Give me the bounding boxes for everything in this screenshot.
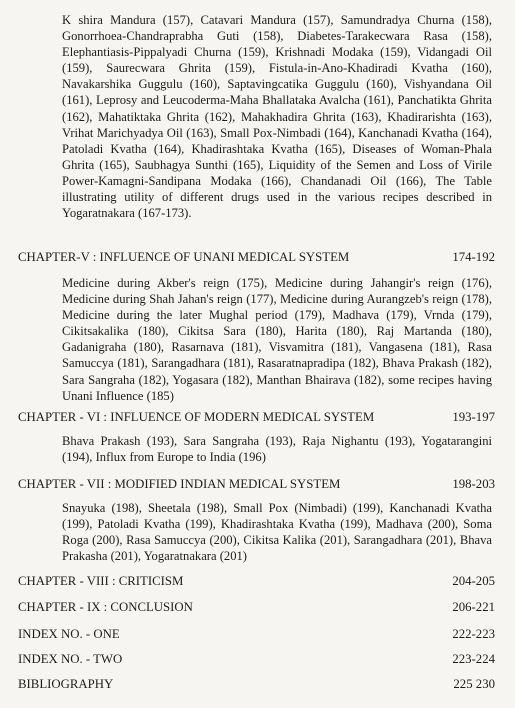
chapter-8-title: CHAPTER - VIII : CRITICISM — [18, 574, 184, 588]
chapter-7-contents-text: Snayuka (198), Sheetala (198), Small Pox (Nimbadi) (199), Kanchanadi Kvatha (199), Patoladi Kvatha (199), Khadirashtaka Kvatha (199), Madhava (200), Soma Roga (200), Rasa Samuccya (200), Cikitsa Kalika (201), Sarangadhara (201), Bhava Prakasha (201), Yogaratnakara (201) — [62, 501, 492, 564]
index-two-entry — [18, 652, 497, 667]
bibliography-pages: 225 230 — [453, 677, 495, 691]
chapter-4-contents-text: K shira Mandura (157), Catavari Mandura (157), Samundradya Churna (158), Gonorrhoea-Chandraprabha Guti (158), Diabetes-Tarakecwara Rasa (158), Elephantiasis-Pippalyadi Churna (159), Krishnadi Modaka (159), Vidangadi Oil (159), Saurecwara Ghrita (159), Fistula-in-Ano-Khadiradi Kvatha (160), Navakarshika Guggulu (160), Saptavingcatika Guggulu (160), Vishyandana Oil (161), Leprosy and Leucoderma-Maha Bhallataka Avalcha (161), Panchatikta Ghrita (162), Mahatiktaka Ghrita (162), Mahakhadira Ghrita (163), Khadirarishta (163), Vrihat Marichyadya Oil (163), Small Pox-Nimbadi (164), Kanchanadi Kvatha (164), Patoladi Kvatha (164), Khadirashtaka Kvatha (165), Diseases of Woman-Phala Ghrita (165), Saubhagya Sunthi (165), Liquidity of the Semen and Loss of Virile Power-Kamagni-Sandipana Modaka (166), Chandanadi Oil (166), The Table illustrating utility of different drugs used in the various recipes described in Yogaratnakara (167-173). — [62, 13, 492, 221]
chapter-5-entry — [18, 250, 497, 265]
chapter-9-entry — [18, 600, 497, 615]
bibliography-title: BIBLIOGRAPHY — [18, 677, 114, 691]
chapter-6-contents-text: Bhava Prakash (193), Sara Sangraha (193), Raja Nighantu (193), Yogatarangini (194), Influx from Europe to India (196) — [62, 434, 492, 465]
chapter-9-pages: 206-221 — [452, 600, 495, 614]
chapter-5-title: CHAPTER-V : INFLUENCE OF UNANI MEDICAL SYSTEM — [18, 250, 350, 264]
index-one-entry — [18, 627, 497, 642]
chapter-9-title: CHAPTER - IX : CONCLUSION — [18, 600, 193, 614]
chapter-8-entry — [18, 574, 497, 589]
index-one-pages: 222-223 — [452, 627, 495, 641]
chapter-7-title: CHAPTER - VII : MODIFIED INDIAN MEDICAL SYSTEM — [18, 477, 341, 491]
bibliography-entry — [18, 677, 497, 692]
chapter-6-pages: 193-197 — [452, 410, 495, 424]
index-two-pages: 223-224 — [452, 652, 495, 666]
chapter-7-entry — [18, 477, 497, 492]
chapter-8-pages: 204-205 — [452, 574, 495, 588]
index-one-title: INDEX NO. - ONE — [18, 627, 120, 641]
index-two-title: INDEX NO. - TWO — [18, 652, 123, 666]
chapter-6-title: CHAPTER - VI : INFLUENCE OF MODERN MEDICAL SYSTEM — [18, 410, 375, 424]
chapter-5-contents-text: Medicine during Akber's reign (175), Medicine during Jahangir's reign (176), Medicine during Shah Jahan's reign (177), Medicine during Aurangzeb's reign (178), Medicine during the later Mughal period (179), Madhava (179), Vrnda (179), Cikitsakalika (180), Cikitsa Sara (180), Harita (180), Raj Martanda (180), Gadanigraha (180), Rasarnava (181), Visvamitra (181), Vangasena (181), Rasa Samuccya (181), Sarangadhara (181), Rasaratnapradipa (182), Bhava Prakash (182), Sara Sangraha (182), Yogasara (182), Manthan Bhairava (182), some recipes having Unani Influence (185) — [62, 276, 492, 403]
chapter-7-pages: 198-203 — [452, 477, 495, 491]
chapter-5-pages: 174-192 — [452, 250, 495, 264]
chapter-6-entry — [18, 410, 497, 425]
